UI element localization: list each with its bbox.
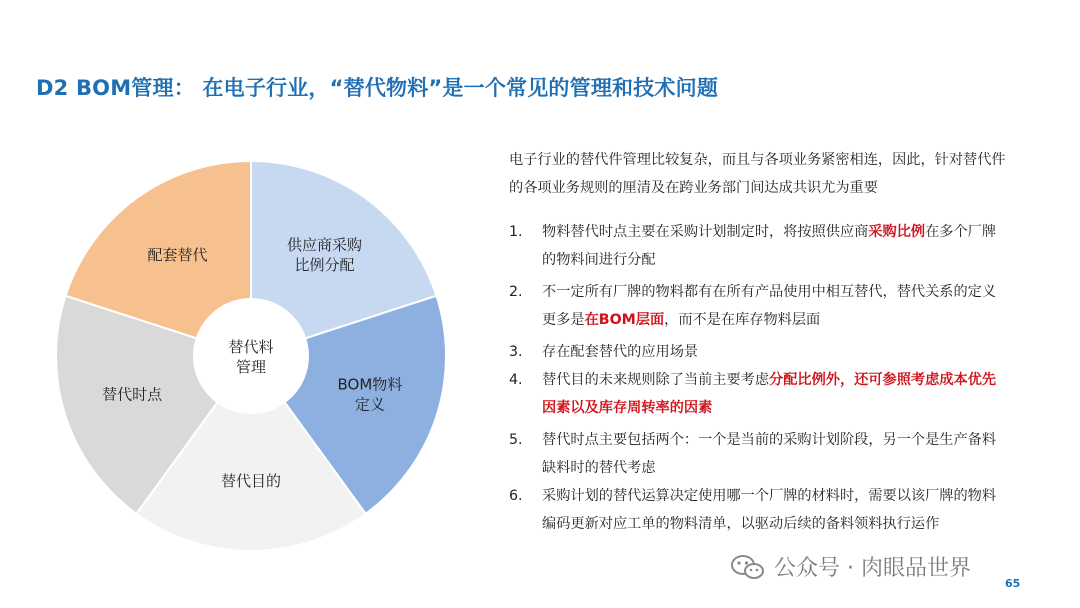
watermark-text: 公众号 · 肉眼品世界: [774, 556, 971, 581]
point-item: [509, 218, 1009, 274]
watermark: [730, 551, 971, 582]
page-number: 65: [1005, 577, 1021, 590]
point-highlight: 分配比例外，还可参照考虑成本优先因素以及库存周转率的因素: [542, 372, 997, 416]
point-text: ，而不是在库存物料层面: [664, 312, 821, 328]
wheel-label-substitution-timing: 替代时点: [102, 385, 163, 404]
point-item: [509, 482, 1009, 538]
point-item: [509, 366, 1009, 422]
point-highlight: 采购比例: [868, 224, 926, 240]
point-number: 5.: [509, 432, 523, 448]
wheel-label-kit-substitution: 配套替代: [147, 245, 208, 264]
point-item: [509, 338, 1009, 366]
wheel-label-procurement-ratio: 供应商采购比例分配: [286, 235, 362, 274]
point-item: [509, 426, 1009, 482]
point-number: 3.: [509, 344, 523, 360]
point-number: 2.: [509, 284, 523, 300]
wechat-icon: [730, 554, 766, 580]
point-highlight: 在BOM层面: [584, 312, 665, 328]
point-number: 1.: [509, 224, 523, 240]
wheel-label-bom-definition: BOM物料定义: [337, 375, 403, 414]
point-text: 不一定所有厂牌的物料都有在所有产品使用中相互替代，替代关系的定义更多是: [542, 284, 997, 328]
point-text: 物料替代时点主要在采购计划制定时，将按照供应商: [542, 224, 869, 240]
point-text: 采购计划的替代运算决定使用哪一个厂牌的材料时，需要以该厂牌的物料编码更新对应工单的物料清单，以驱动后续的备料领料执行运作: [542, 488, 997, 532]
points-list: [509, 218, 1009, 538]
wheel-center-label: 替代料管理: [228, 338, 274, 376]
point-text: 替代时点主要包括两个：一个是当前的采购计划阶段，另一个是生产备料缺料时的替代考虑: [542, 432, 997, 476]
point-text: 存在配套替代的应用场景: [542, 344, 699, 360]
wheel-center: [193, 298, 309, 414]
intro-paragraph: 电子行业的替代件管理比较复杂，而且与各项业务紧密相连，因此，针对替代件的各项业务规则的厘清及在跨业务部门间达成共识尤为重要: [509, 152, 1006, 196]
point-text: 在多个厂牌的物料间进行分配: [542, 224, 997, 268]
point-text: 替代目的未来规则除了当前主要考虑: [542, 372, 770, 388]
point-item: [509, 278, 1009, 334]
point-number: 4.: [509, 372, 523, 388]
point-number: 6.: [509, 488, 523, 504]
slide-title: D2 BOM管理： 在电子行业，“替代物料”是一个常见的管理和技术问题: [36, 76, 719, 100]
wheel-label-substitution-purpose: 替代目的: [220, 472, 282, 490]
